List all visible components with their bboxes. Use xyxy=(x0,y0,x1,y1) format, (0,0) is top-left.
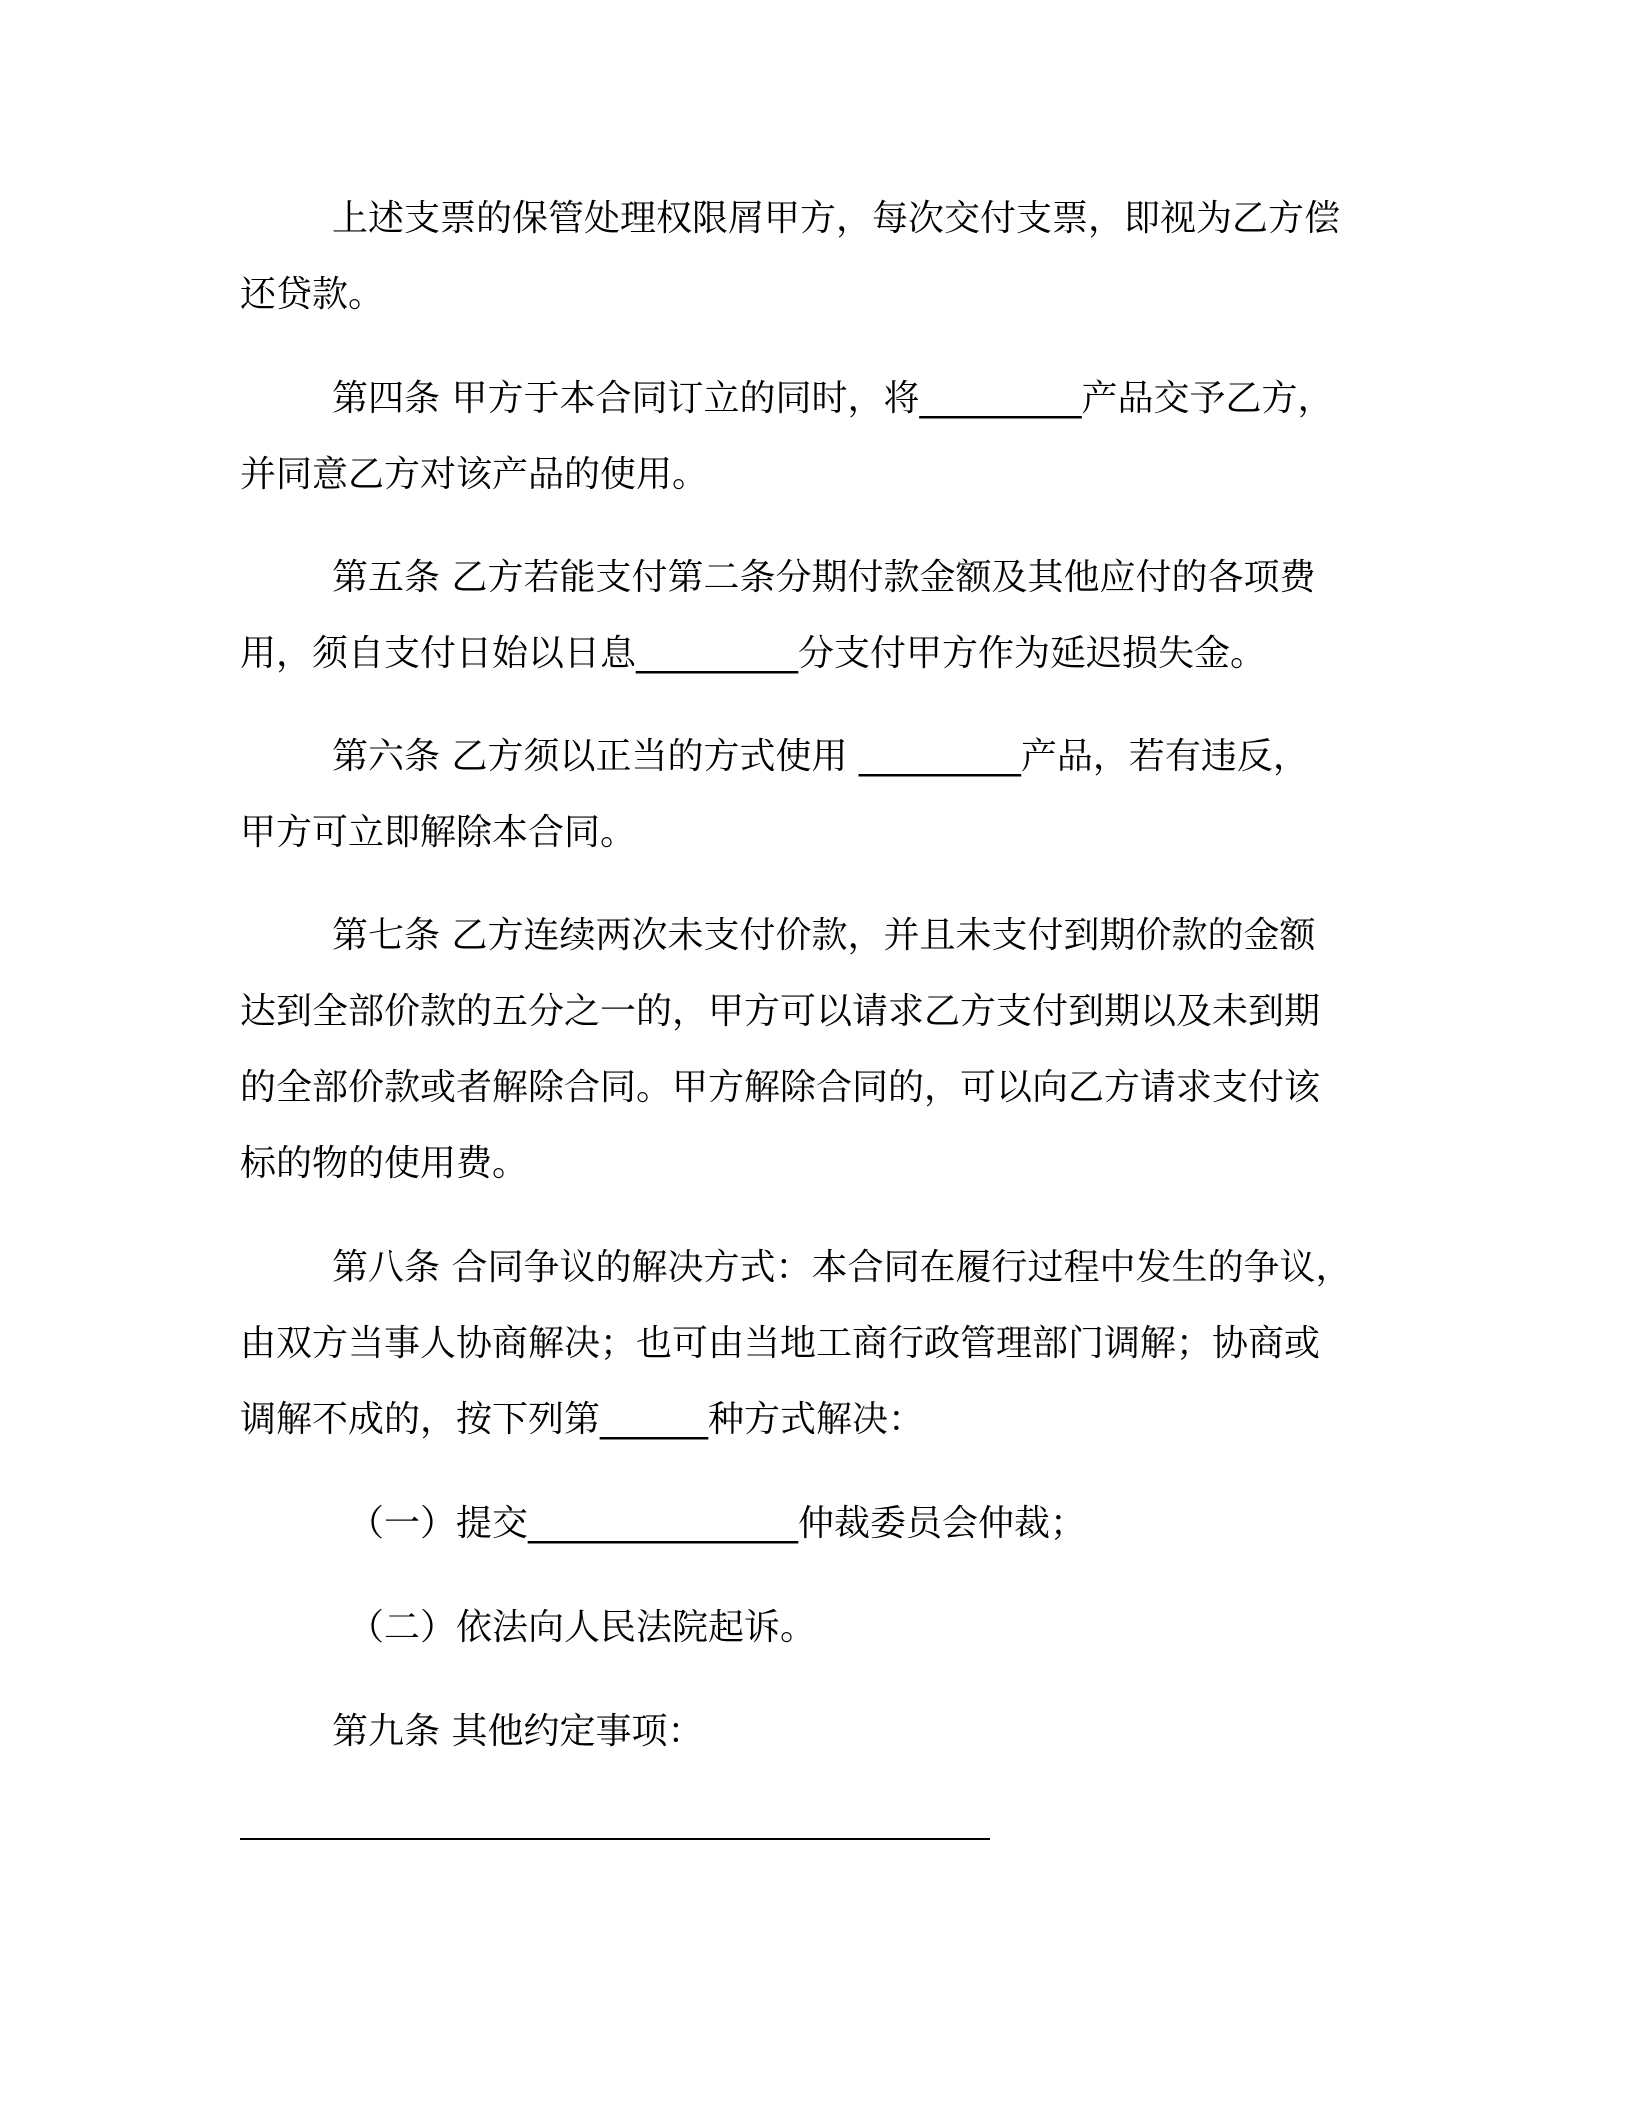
clause-5-line-1: 第五条 乙方若能支付第二条分期付款金额及其他应付的各项费 xyxy=(332,557,1316,598)
clause-5-line-2: 用，须自支付日始以日息_________分支付甲方作为延迟损失金。 xyxy=(240,633,1267,674)
clause-8-option-2: （二）依法向人民法院起诉。 xyxy=(348,1607,817,1648)
clause-7-line-4: 标的物的使用费。 xyxy=(240,1143,529,1184)
clause-8-option-1: （一）提交_______________仲裁委员会仲裁； xyxy=(348,1503,1087,1544)
clause-3-paragraph-line-1: 上述支票的保管处理权限屑甲方，每次交付支票，即视为乙方偿 xyxy=(332,198,1341,239)
clause-6-line-2: 甲方可立即解除本合同。 xyxy=(240,812,637,853)
clause-8-line-2: 由双方当事人协商解决；也可由当地工商行政管理部门调解；协商或 xyxy=(240,1323,1321,1364)
clause-4-line-1: 第四条 甲方于本合同订立的同时，将_________产品交予乙方， xyxy=(332,378,1334,419)
clause-4-line-2: 并同意乙方对该产品的使用。 xyxy=(240,454,709,495)
clause-3-paragraph-line-2: 还贷款。 xyxy=(240,274,385,315)
clause-7-line-2: 达到全部价款的五分之一的，甲方可以请求乙方支付到期以及未到期 xyxy=(240,991,1321,1032)
clause-8-line-3: 调解不成的，按下列第______种方式解决： xyxy=(240,1399,925,1440)
clause-7-line-1: 第七条 乙方连续两次未支付价款，并且未支付到期价款的金额 xyxy=(332,915,1316,956)
clause-7-line-3: 的全部价款或者解除合同。甲方解除合同的，可以向乙方请求支付该 xyxy=(240,1067,1321,1108)
clause-6-line-1: 第六条 乙方须以正当的方式使用 _________产品，若有违反， xyxy=(332,736,1309,777)
clause-8-line-1: 第八条 合同争议的解决方式：本合同在履行过程中发生的争议， xyxy=(332,1247,1352,1288)
other-terms-blank-line xyxy=(240,1838,990,1840)
clause-9-heading: 第九条 其他约定事项： xyxy=(332,1711,704,1752)
